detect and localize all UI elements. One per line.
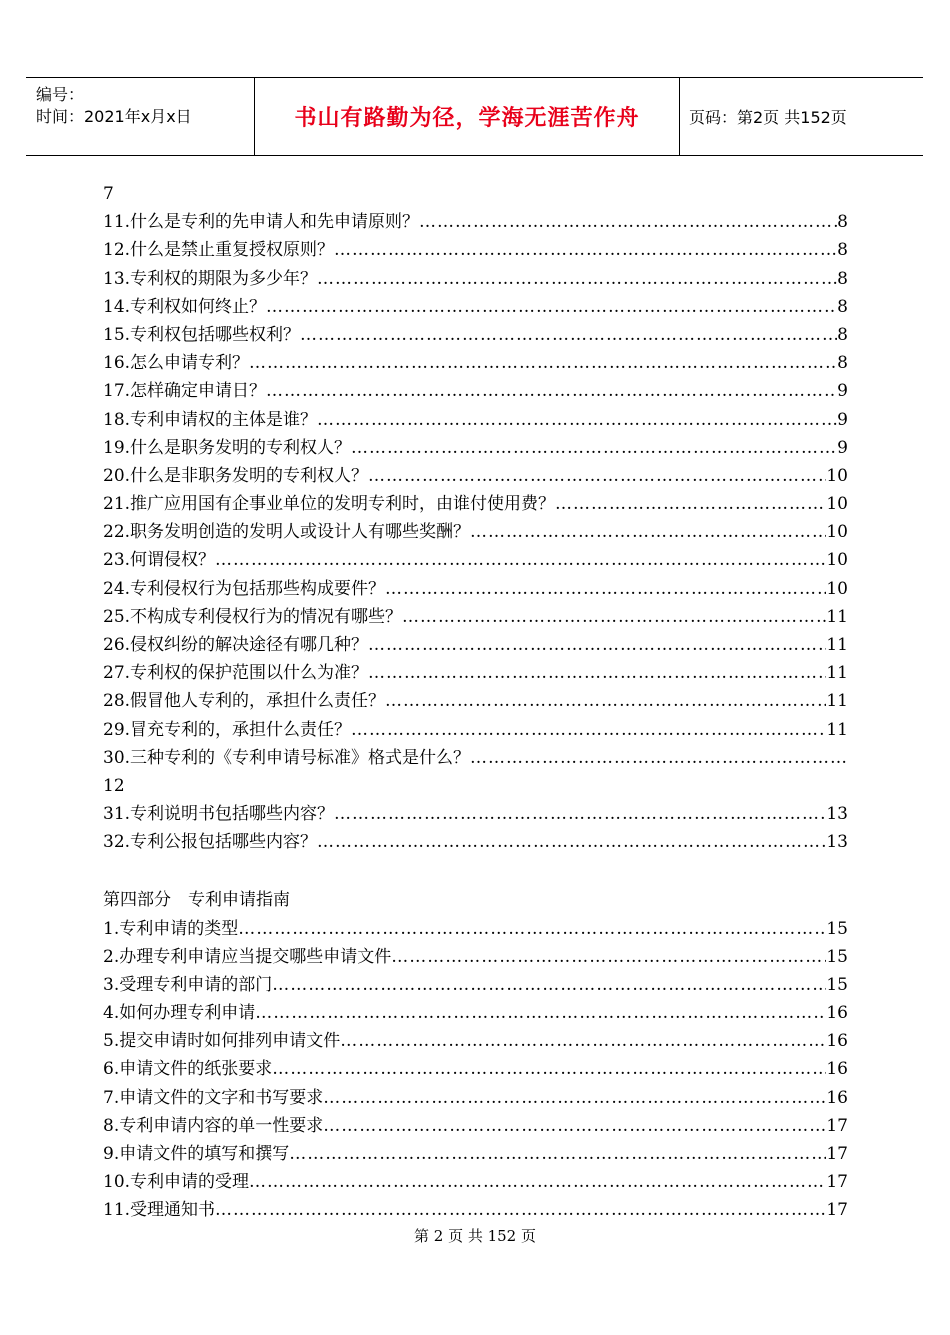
toc-entry-page: 11 xyxy=(826,719,848,740)
toc-list-c xyxy=(103,915,848,1225)
toc-entry-page: 10 xyxy=(826,578,848,599)
toc-entry-page: 17 xyxy=(826,1115,848,1136)
section-heading: 第四部分 专利申请指南 xyxy=(103,889,290,910)
toc-entry-page: 10 xyxy=(826,465,848,486)
toc-entry[interactable] xyxy=(103,943,848,971)
toc-entry-page: 8 xyxy=(837,240,848,261)
toc-leader-dots xyxy=(272,1055,826,1083)
toc-leader-dots xyxy=(368,631,826,659)
toc-leader-dots xyxy=(323,1084,826,1112)
toc-entry-title: 27.专利权的保护范围以什么为准？ xyxy=(103,663,369,684)
toc-entry[interactable] xyxy=(103,265,848,293)
toc-leader-dots xyxy=(249,1168,826,1196)
table-of-contents xyxy=(103,180,848,1225)
toc-entry-title: 15.专利权包括哪些权利？ xyxy=(103,324,301,345)
toc-entry[interactable] xyxy=(103,208,848,236)
toc-entry[interactable] xyxy=(103,377,848,405)
toc-entry-title: 5.提交申请时如何排列申请文件 xyxy=(103,1031,341,1052)
toc-entry[interactable] xyxy=(103,546,848,574)
toc-entry-page: 9 xyxy=(837,409,848,430)
toc-entry-page: 16 xyxy=(826,1031,848,1052)
toc-entry-title: 13.专利权的期限为多少年？ xyxy=(103,268,318,289)
toc-entry[interactable] xyxy=(103,1112,848,1140)
section-spacer xyxy=(103,857,848,885)
toc-leader-dots xyxy=(419,208,837,236)
toc-entry-page: 17 xyxy=(826,1172,848,1193)
toc-wrapped-page: 12 xyxy=(103,775,125,796)
toc-leader-dots xyxy=(402,603,826,631)
toc-leader-dots xyxy=(317,265,837,293)
toc-entry-page: 16 xyxy=(826,1059,848,1080)
page-footer: 第 2 页 共 152 页 xyxy=(413,1227,536,1245)
toc-entry-title: 2.办理专利申请应当提交哪些申请文件 xyxy=(103,946,392,967)
toc-entry-title: 31.专利说明书包括哪些内容？ xyxy=(103,804,335,825)
toc-entry-title: 20.什么是非职务发明的专利权人？ xyxy=(103,465,369,486)
toc-entry-page: 17 xyxy=(826,1144,848,1164)
toc-entry-page: 15 xyxy=(826,946,848,967)
toc-entry[interactable] xyxy=(103,1084,848,1112)
toc-entry-title: 28.假冒他人专利的，承担什么责任？ xyxy=(103,691,386,712)
toc-entry-title: 19.什么是职务发明的专利权人？ xyxy=(103,437,352,458)
toc-entry-title: 3.受理专利申请的部门 xyxy=(103,974,273,995)
toc-leader-dots xyxy=(340,1027,826,1055)
toc-entry-page: 17 xyxy=(826,1200,848,1221)
toc-leader-dots xyxy=(272,971,826,999)
toc-entry-page: 8 xyxy=(837,296,848,317)
toc-entry[interactable] xyxy=(103,518,848,546)
toc-entry-page: 8 xyxy=(837,212,848,233)
toc-entry[interactable] xyxy=(103,236,848,264)
toc-entry-title: 21.推广应用国有企事业单位的发明专利时，由谁付使用费？ xyxy=(103,494,556,515)
toc-entry-title: 25.不构成专利侵权行为的情况有哪些？ xyxy=(103,606,403,627)
toc-entry-page: 11 xyxy=(826,691,848,712)
toc-entry-page: 10 xyxy=(826,494,848,515)
toc-leader-dots xyxy=(385,575,826,603)
toc-list-b xyxy=(103,800,848,856)
toc-entry-page: 16 xyxy=(826,1003,848,1024)
toc-entry-title: 32.专利公报包括哪些内容？ xyxy=(103,832,318,853)
toc-entry[interactable] xyxy=(103,1055,848,1083)
toc-entry[interactable] xyxy=(103,1168,848,1196)
toc-entry-title: 26.侵权纠纷的解决途径有哪几种？ xyxy=(103,635,369,655)
toc-leader-dots xyxy=(238,915,826,943)
toc-entry[interactable] xyxy=(103,687,848,715)
toc-entry[interactable] xyxy=(103,349,848,377)
toc-entry-title: 30.三种专利的《专利申请号标准》格式是什么？ xyxy=(103,747,471,768)
toc-entry[interactable] xyxy=(103,999,848,1027)
toc-leader-dots xyxy=(334,236,837,264)
toc-entry-page: 9 xyxy=(837,381,848,402)
toc-leader-dots xyxy=(215,1196,826,1224)
toc-leader-dots xyxy=(215,546,826,574)
toc-entry-page: 15 xyxy=(826,974,848,995)
toc-entry-title: 16.怎么申请专利？ xyxy=(103,353,250,374)
toc-entry[interactable] xyxy=(103,490,848,518)
toc-entry-page: 16 xyxy=(826,1087,848,1108)
toc-leader-dots xyxy=(334,800,826,828)
toc-entry-title: 14.专利权如何终止？ xyxy=(103,296,267,317)
toc-entry[interactable] xyxy=(103,434,848,462)
toc-entry[interactable] xyxy=(103,971,848,999)
toc-leader-dots xyxy=(555,490,826,518)
toc-entry-title: 17.怎样确定申请日？ xyxy=(103,381,267,402)
toc-entry-title: 11.什么是专利的先申请人和先申请原则？ xyxy=(103,212,420,233)
toc-leader-dots xyxy=(368,462,826,490)
toc-entry[interactable] xyxy=(103,321,848,349)
toc-entry-page: 8 xyxy=(837,353,848,374)
toc-entry[interactable] xyxy=(103,1140,848,1168)
toc-entry-title: 10.专利申请的受理 xyxy=(103,1172,250,1193)
toc-leader-dots xyxy=(351,434,837,462)
toc-entry-title: 11.受理通知书 xyxy=(103,1200,216,1221)
toc-entry-page: 13 xyxy=(826,804,848,825)
toc-entry-page: 11 xyxy=(826,606,848,627)
toc-entry-page: 15 xyxy=(826,918,848,939)
toc-entry[interactable] xyxy=(103,800,848,828)
toc-leader-dots xyxy=(317,406,837,434)
toc-entry[interactable] xyxy=(103,659,848,687)
toc-leader-dots xyxy=(385,687,826,715)
toc-entry-page: 13 xyxy=(826,832,848,853)
toc-entry-title: 9.申请文件的填写和撰写 xyxy=(103,1144,290,1164)
toc-leader-dots xyxy=(255,999,826,1027)
toc-leader-dots xyxy=(266,377,837,405)
toc-entry[interactable] xyxy=(103,915,848,943)
toc-entry[interactable] xyxy=(103,716,848,744)
toc-leader-dots xyxy=(300,321,837,349)
toc-leader-dots xyxy=(323,1112,826,1140)
header-meta xyxy=(26,78,254,155)
header-motto: 书山有路勤为径，学海无涯苦作舟 xyxy=(254,78,680,155)
toc-entry[interactable] xyxy=(103,1196,848,1224)
toc-entry-title: 7.申请文件的文字和书写要求 xyxy=(103,1087,324,1108)
toc-entry-title: 24.专利侵权行为包括那些构成要件？ xyxy=(103,578,386,599)
toc-list-a xyxy=(103,208,848,772)
toc-leader-dots xyxy=(368,659,826,687)
toc-leader-dots xyxy=(289,1140,826,1168)
toc-leader-dots xyxy=(266,293,837,321)
toc-entry[interactable] xyxy=(103,293,848,321)
toc-entry-title: 18.专利申请权的主体是谁？ xyxy=(103,409,318,430)
toc-leader-dots xyxy=(317,828,826,856)
toc-entry[interactable] xyxy=(103,575,848,603)
toc-continuation-page: 7 xyxy=(103,184,114,204)
toc-entry[interactable] xyxy=(103,828,848,856)
toc-entry-page: 9 xyxy=(837,437,848,458)
toc-entry[interactable] xyxy=(103,603,848,631)
toc-entry-page: 11 xyxy=(826,635,848,655)
toc-entry[interactable] xyxy=(103,1027,848,1055)
header-page-info: 页码：第2页 共152页 xyxy=(689,108,847,127)
toc-leader-dots xyxy=(470,518,826,546)
document-time-label: 时间：2021年x月x日 xyxy=(36,107,192,126)
toc-entry[interactable] xyxy=(103,406,848,434)
toc-leader-dots xyxy=(391,943,826,971)
toc-entry-title: 29.冒充专利的，承担什么责任？ xyxy=(103,719,352,740)
toc-entry-title: 22.职务发明创造的发明人或设计人有哪些奖酬？ xyxy=(103,522,471,543)
document-number-label: 编号： xyxy=(36,85,85,104)
toc-entry-title: 8.专利申请内容的单一性要求 xyxy=(103,1115,324,1136)
toc-leader-dots xyxy=(249,349,837,377)
toc-entry-page: 10 xyxy=(826,522,848,543)
toc-entry-page: 8 xyxy=(837,324,848,345)
toc-entry-page: 8 xyxy=(837,268,848,289)
toc-leader-dots xyxy=(351,716,826,744)
toc-entry-title: 6.申请文件的纸张要求 xyxy=(103,1059,273,1080)
toc-entry-page: 11 xyxy=(826,663,848,684)
toc-entry-title: 23.何谓侵权？ xyxy=(103,550,216,571)
toc-entry[interactable] xyxy=(103,631,848,659)
toc-entry-page: 10 xyxy=(826,550,848,571)
toc-entry-title: 12.什么是禁止重复授权原则？ xyxy=(103,240,335,261)
toc-entry[interactable] xyxy=(103,462,848,490)
toc-entry[interactable] xyxy=(103,744,848,772)
toc-entry-title: 4.如何办理专利申请 xyxy=(103,1003,256,1024)
toc-leader-dots xyxy=(470,744,848,772)
toc-entry-title: 1.专利申请的类型 xyxy=(103,918,239,939)
page-header xyxy=(26,77,923,156)
